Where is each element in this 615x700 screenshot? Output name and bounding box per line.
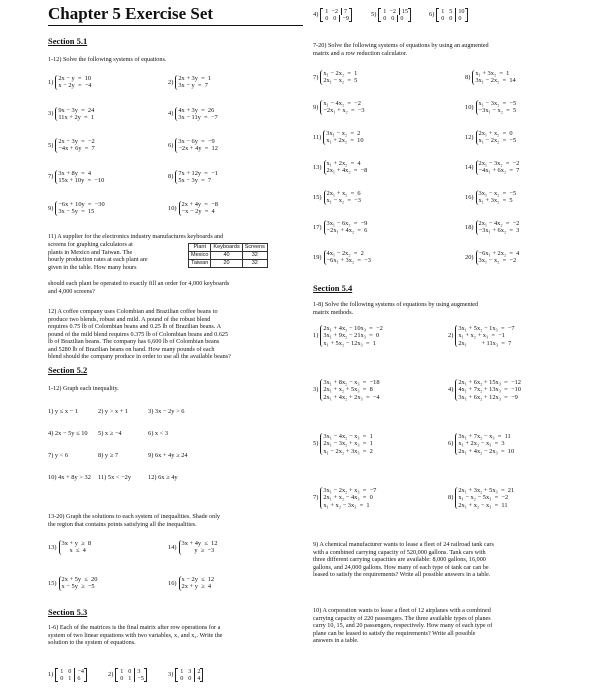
section-5-2-system-13 (48, 540, 91, 555)
section-5-4-instructions: 1-8) Solve the following systems of equations by using augmented matrix methods. (313, 301, 479, 316)
problem-number: 5) (371, 11, 377, 19)
problem-number: 5) (313, 440, 319, 448)
problem-number: 8) (448, 494, 454, 502)
section-5-3-problem-15 (313, 190, 361, 205)
equation-system: 3x₁ + 7x₂ − x₃ = 11 x₁ + 2x₂ − x₃ = 3 2x₁ + 4x₂ − 2x₃ = 10 (455, 433, 514, 455)
problem-number: 1) (313, 332, 319, 340)
problem-number: 9) (313, 103, 319, 111)
section-5-3-problem-10 (465, 100, 516, 115)
section-5-1-instructions: 1-12) Solve the following systems of equations. (48, 56, 167, 63)
section-5-3-problem-12 (465, 130, 516, 145)
equation-system: 2x₁ + x₂ = 6 x₁ − x₂ = −3 (324, 190, 361, 205)
section-5-1-problem-4 (168, 107, 218, 122)
equation-system: 3x₁ + 5x₂ − 1x₃ = −7 x₁ + x₂ + x₃ = −1 2x₁ + 11x₃ = 7 (455, 325, 514, 347)
section-5-1-problem-8 (168, 170, 218, 185)
problem-12-text: 12) A coffee company uses Colombian and Brazilian coffee beans to produce two blends, robust and mild. A pound of the robust blend requires 0.75 lb of Colombian beans and 0.25 lb of Brazilian beans. A pound of the mild blend requires 0.375 lb of Colombian beans and 0.625 lb of Brazilian beans. The company has 6,600 lb of Colombian beans and 5280 lb of Brazilian beans on hand. How many pounds of each blend should the company produce in order to use all the available beans? (48, 308, 231, 361)
section-5-1-problem-5 (48, 138, 95, 153)
problem-number: 7) (313, 73, 319, 81)
equation-system: 3x₁ − 2x₂ + x₃ = −7 2x₁ + x₂ − 4x₃ = 0 x₁ + x₂ − 3x₃ = 1 (320, 487, 376, 509)
section-5-3-problem-16 (465, 190, 516, 205)
problem-number: 17) (313, 223, 322, 231)
equation-system: 3x + y ≥ 8 x ≤ 4 (59, 540, 91, 555)
problem-11-line1: 11) A supplier for the electronics industry manufactures keyboards and (48, 233, 224, 240)
problem-number: 6) (168, 141, 174, 149)
inequality-3: 3) 3x − 2y > 6 (148, 408, 185, 415)
section-5-2-instructions-2: 13-20) Graph the solutions to each system of inequalities. Shade only the region that contains points satisfying all the inequalities. (48, 513, 221, 528)
section-5-3-matrix-4 (313, 8, 352, 22)
problem-number: 20) (465, 253, 474, 261)
problem-number: 7) (313, 494, 319, 502)
equation-system: 4x₁ − 2x₂ = 2 −6x₁ + 3x₂ = −3 (324, 250, 371, 265)
problem-number: 15) (48, 579, 57, 587)
problem-number: 4) (168, 110, 174, 118)
equation-system: 2x − y = 10 x − 2y = −4 (55, 75, 91, 90)
inequality-10: 10) 4x + 8y > 32 (48, 474, 91, 481)
section-5-1-problem-3 (48, 107, 94, 122)
inequality-1: 1) y ≤ x − 1 (48, 408, 79, 415)
section-5-4-problem-2 (448, 325, 515, 347)
problem-number: 13) (313, 163, 322, 171)
problem-10-text: 10) A corporation wants to lease a fleet of 12 airplanes with a combined carrying capacity of 220 passengers. The three available types of planes carry 10, 15, and 20 passengers, respectively. How many of each type of plane can be leased to satisfy the requirements? Write all possible answers in a table. (313, 607, 493, 645)
inequality-6: 6) x < 3 (148, 430, 169, 437)
problem-number: 15) (313, 193, 322, 201)
inequality-5: 5) x ≥ −4 (98, 430, 122, 437)
section-5-3-problem-11 (313, 130, 364, 145)
equation-system: x₁ − 4x₂ = −2 −2x₁ + x₂ = −3 (320, 100, 364, 115)
section-5-3-matrix-5 (371, 8, 411, 22)
inequality-9: 9) 6x + 4y ≥ 24 (148, 452, 188, 459)
equation-system: 3x − 6y = −9 −2x + 4y = 12 (175, 138, 218, 153)
problem-number: 2) (108, 671, 114, 679)
equation-system: x₁ + 3x₂ = 1 3x₁ − 2x₂ = 14 (472, 70, 515, 85)
section-5-3-problem-17 (313, 220, 367, 235)
section-5-1-problem-10 (168, 201, 218, 216)
equation-system: 2x + 5y ≤ 20 x − 5y ≥ −5 (59, 576, 98, 591)
plant-table: Plant Keyboards Screens Mexico 40 32 Taiwan 20 32 (188, 243, 268, 268)
problem-number: 4) (448, 386, 454, 394)
equation-system: 3x₁ + 8x₂ − x₃ = −18 2x₁ + x₂ + 5x₃ = 8 2x₁ + 4x₂ + 2x₃ = −4 (320, 379, 379, 401)
section-5-3-problem-18 (465, 220, 519, 235)
problem-number: 5) (48, 141, 54, 149)
section-5-3-problem-8 (465, 70, 516, 85)
equation-system: 2x₁ + 6x₂ + 15x₃ = −12 4x₁ + 7x₂ + 13x₃ = −10 3x₁ + 6x₂ + 12x₃ = −9 (455, 379, 521, 401)
equation-system: 3x₁ − 4x₂ − x₃ = 1 2x₁ − 3x₂ + x₃ = 1 x₁ − 2x₂ + 3x₃ = 2 (320, 433, 372, 455)
equation-system: 9x − 3y = 24 11x + 2y = 1 (55, 107, 94, 122)
equation-system: 3x + 8y = 4 15x + 10y = −10 (55, 170, 104, 185)
problem-number: 3) (48, 110, 54, 118)
section-5-3-instructions: 1-6) Each of the matrices is the final matrix after row operations for a system of two linear equations with two variables, x₁ and x₂. Write the solution to the system of equations. (48, 624, 223, 647)
equation-system: 2x₁ + x₂ = 0 x₁ − 2x₂ = −5 (476, 130, 517, 145)
section-5-3-matrix-6 (429, 8, 468, 22)
equation-system: −6x + 10y = −30 3x − 5y = 15 (55, 201, 104, 216)
section-5-3-problem-7 (313, 70, 357, 85)
equation-system: 2x₁ − 4x₂ = −2 −3x₁ + 6x₂ = 3 (476, 220, 520, 235)
equation-system: 2x + 3y = 1 3x − y = 7 (175, 75, 211, 90)
inequality-11: 11) 5x < −2y (98, 474, 132, 481)
equation-system: 2x₁ + 3x₂ + 5x₃ = 21 x₁ − x₂ − 5x₃ = −2 2x₁ + x₂ − x₃ = 11 (455, 487, 514, 509)
equation-system: x − 2y ≤ 12 2x + y ≥ 4 (179, 576, 215, 591)
problem-number: 3) (168, 671, 174, 679)
section-5-3-instructions-2: 7-20) Solve the following systems of equations by using an augmented matrix and a row reduction calculator. (313, 42, 489, 57)
problem-number: 1) (48, 78, 54, 86)
problem-number: 14) (465, 163, 474, 171)
augmented-matrix: 1 0 −4 0 1 6 (55, 668, 87, 682)
section-5-4-problem-8 (448, 487, 514, 509)
section-5-3-problem-20 (465, 250, 519, 265)
augmented-matrix: 1 −2 7 0 0 −9 (320, 8, 352, 22)
section-5-3-problem-13 (313, 160, 367, 175)
section-5-3-problem-9 (313, 100, 365, 115)
equation-system: 4x + 3y = 26 3x − 11y = −7 (175, 107, 217, 122)
problem-number: 2) (448, 332, 454, 340)
section-5-4-problem-7 (313, 487, 376, 509)
problem-number: 3) (313, 386, 319, 394)
problem-number: 2) (168, 78, 174, 86)
problem-number: 4) (313, 11, 319, 19)
section-5-1-problem-2 (168, 75, 211, 90)
page-title: Chapter 5 Exercise Set (48, 4, 303, 26)
section-5-1-problem-1 (48, 75, 92, 90)
section-5-3-matrix-1 (48, 668, 87, 682)
problem-number: 7) (48, 173, 54, 181)
problem-9-text: 9) A chemical manufacturer wants to lease a fleet of 24 railroad tank cars with a combined carrying capacity of 520,000 gallons. Tank cars with three different carrying capacities are available: 8,000 gallons, 16,000 gallons, and 24,000 gallons. How many of each type of tank car can be leased to satisfy the requirements? Write all possible answers in a table. (313, 541, 494, 579)
section-5-4-heading: Section 5.4 (313, 283, 353, 293)
section-5-3-problem-19 (313, 250, 371, 265)
inequality-2: 2) y > x + 1 (98, 408, 129, 415)
section-5-1-problem-9 (48, 201, 105, 216)
problem-number: 9) (48, 204, 54, 212)
augmented-matrix: 1 −2 15 0 0 0 (378, 8, 411, 22)
problem-number: 14) (168, 543, 177, 551)
equation-system: 2x − 3y = −2 −4x + 6y = 7 (55, 138, 94, 153)
equation-system: x₁ + 2x₂ = 4 2x₁ + 4x₂ = −8 (324, 160, 368, 175)
section-5-1-problem-7 (48, 170, 104, 185)
problem-number: 13) (48, 543, 57, 551)
equation-system: x₁ − 3x₂ = −5 −3x₁ − x₂ = 5 (476, 100, 517, 115)
section-5-2-system-16 (168, 576, 214, 591)
inequality-4: 4) 2x − 5y ≤ 10 (48, 430, 88, 437)
augmented-matrix: 1 3 2 0 0 4 (175, 668, 203, 682)
section-5-2-heading: Section 5.2 (48, 365, 88, 375)
inequality-8: 8) y ≥ 7 (98, 452, 119, 459)
equation-system: 2x₁ − 3x₂ = −2 −4x₁ + 6x₂ = 7 (476, 160, 520, 175)
problem-11-question: should each plant be operated to exactly fill an order for 4,000 keyboards and 4,000 screens? (48, 280, 230, 295)
problem-number: 18) (465, 223, 474, 231)
equation-system: 7x + 12y = −1 5x − 3y = 7 (175, 170, 218, 185)
section-5-2-instructions: 1-12) Graph each inequality. (48, 385, 119, 392)
problem-number: 6) (429, 11, 435, 19)
section-5-3-heading: Section 5.3 (48, 607, 88, 617)
equation-system: 3x + 4y ≤ 12 y ≥ −3 (179, 540, 218, 555)
problem-number: 16) (168, 579, 177, 587)
problem-number: 19) (313, 253, 322, 261)
section-5-4-problem-3 (313, 379, 380, 401)
section-5-3-problem-14 (465, 160, 519, 175)
section-5-2-system-14 (168, 540, 217, 555)
section-5-4-problem-4 (448, 379, 521, 401)
problem-11-body: screens for graphing calculators at plants in Mexico and Taiwan. The hourly production rates at each plant are given in the table. How many hours (48, 241, 148, 271)
section-5-1-problem-6 (168, 138, 218, 153)
problem-number: 6) (448, 440, 454, 448)
equation-system: 3x₁ − x₂ = 2 x₁ + 2x₂ = 10 (323, 130, 363, 145)
problem-number: 12) (465, 133, 474, 141)
problem-number: 10) (465, 103, 474, 111)
problem-number: 8) (168, 173, 174, 181)
problem-number: 8) (465, 73, 471, 81)
equation-system: 2x₁ + 4x₂ − 10x₃ = −2 3x₁ + 9x₂ − 21x₃ = 0 x₁ + 5x₂ − 12x₃ = 1 (320, 325, 382, 347)
problem-number: 1) (48, 671, 54, 679)
section-5-1-heading: Section 5.1 (48, 36, 88, 46)
section-5-4-problem-6 (448, 433, 514, 455)
equation-system: x₁ − 2x₂ = 1 2x₁ − x₂ = 5 (320, 70, 357, 85)
equation-system: 3x₁ − x₂ = −5 x₁ + 3x₂ = 5 (476, 190, 517, 205)
section-5-4-problem-1 (313, 325, 383, 347)
problem-number: 10) (168, 204, 177, 212)
augmented-matrix: 1 5 10 0 0 0 (436, 8, 467, 22)
augmented-matrix: 1 0 3 0 1 −5 (115, 668, 147, 682)
equation-system: 2x + 4y = −8 −x − 2y = 4 (179, 201, 218, 216)
equation-system: −6x₁ + 2x₂ = 4 3x₁ − x₂ = −2 (476, 250, 520, 265)
section-5-3-matrix-2 (108, 668, 147, 682)
inequality-12: 12) 6x ≥ 4y (148, 474, 178, 481)
section-5-2-system-15 (48, 576, 97, 591)
section-5-3-matrix-3 (168, 668, 203, 682)
problem-number: 16) (465, 193, 474, 201)
equation-system: 3x₁ − 6x₂ = −9 −2x₁ + 4x₂ = 6 (324, 220, 368, 235)
section-5-4-problem-5 (313, 433, 373, 455)
problem-number: 11) (313, 133, 322, 141)
inequality-7: 7) y < 6 (48, 452, 69, 459)
